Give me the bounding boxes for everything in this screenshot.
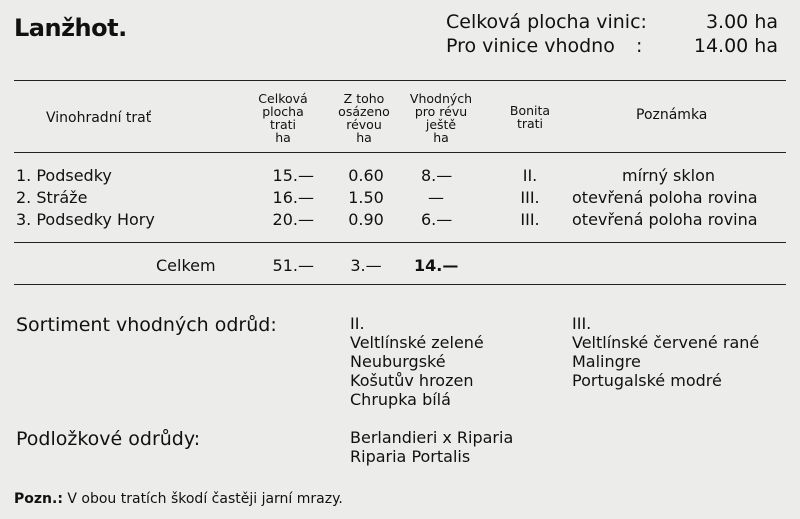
- rootstock-item: Riparia Portalis: [350, 447, 471, 466]
- varieties-class-ii: [350, 314, 484, 409]
- row-bonita: III.: [520, 210, 540, 229]
- header-note: Poznámka: [636, 107, 708, 123]
- total-label: Celkem: [156, 256, 216, 275]
- row-suitable: 8.—: [421, 166, 453, 185]
- variety-item: Veltlínské zelené: [350, 333, 484, 352]
- row-planted: 1.50: [348, 188, 384, 207]
- header-suitable-line: Vhodných: [409, 91, 473, 106]
- row-planted: 0.60: [348, 166, 384, 185]
- header-vineyard: Vinohradní trať: [46, 110, 152, 126]
- row-planted: 0.90: [348, 210, 384, 229]
- suitable-area-colon: :: [636, 35, 643, 57]
- row-name: 3. Podsedky Hory: [16, 210, 155, 229]
- variety-item: Neuburgské: [350, 352, 446, 371]
- suitable-area-label: [446, 34, 676, 58]
- header-planted: [332, 92, 396, 144]
- row-suitable: —: [428, 188, 444, 207]
- header-bonita-line: Bonita: [509, 103, 551, 118]
- total-area-line: [446, 10, 778, 34]
- row-name: 1. Podsedky: [16, 166, 112, 185]
- variety-item: Veltlínské červené rané: [572, 333, 760, 352]
- area-summary: [446, 10, 778, 58]
- header-planted-line: osázeno: [338, 104, 390, 119]
- row-total: 20.—: [272, 210, 314, 229]
- header-planted-line: ha: [356, 130, 372, 145]
- suitable-area-line: [446, 34, 778, 58]
- header-total-line: ha: [275, 130, 291, 145]
- variety-item: Malingre: [572, 352, 641, 371]
- header-suitable-line: ha: [433, 130, 449, 145]
- row-total: 16.—: [272, 188, 314, 207]
- footnote: [14, 491, 343, 507]
- row-suitable: 6.—: [421, 210, 453, 229]
- rootstocks-list: [350, 428, 513, 466]
- variety-item: Chrupka bílá: [350, 390, 451, 409]
- header-bonita-line: trati: [516, 116, 544, 131]
- row-bonita: II.: [522, 166, 538, 185]
- total-suitable-sum: 14.—: [414, 256, 459, 275]
- row-note: mírný sklon: [622, 166, 715, 185]
- header-total-area: [250, 92, 316, 144]
- suitable-area-value: 14.00 ha: [693, 35, 778, 57]
- row-name: 2. Stráže: [16, 188, 88, 207]
- table-top-rule: [14, 80, 786, 81]
- variety-item: Portugalské modré: [572, 371, 722, 390]
- variety-item: Košutův hrozen: [350, 371, 474, 390]
- page-title: Lanžhot.: [14, 14, 127, 42]
- row-bonita: III.: [520, 188, 540, 207]
- total-area-sum: 51.—: [272, 256, 314, 275]
- header-suitable-line: ještě: [425, 117, 457, 132]
- total-planted-sum: 3.—: [350, 256, 382, 275]
- total-area-label: Celková plocha vinic:: [446, 11, 647, 33]
- header-bottom-rule: [14, 152, 786, 153]
- rootstocks-label: Podložkové odrůdy:: [16, 428, 201, 450]
- header-bonita: [500, 104, 560, 130]
- header-total-line: Celková: [258, 91, 308, 106]
- total-top-rule: [14, 242, 786, 243]
- footnote-label: Pozn.:: [14, 491, 63, 507]
- header-total-line: trati: [269, 117, 297, 132]
- header-planted-line: révou: [346, 117, 382, 132]
- row-note: otevřená poloha rovina: [572, 188, 758, 207]
- total-area-value: 3.00 ha: [705, 11, 778, 33]
- table-bottom-rule: [14, 284, 786, 285]
- row-total: 15.—: [272, 166, 314, 185]
- variety-class-heading: III.: [572, 314, 592, 333]
- header-suitable-line: pro révu: [414, 104, 468, 119]
- header-suitable: [404, 92, 478, 144]
- suitable-area-text: Pro vinice vhodno: [446, 35, 615, 57]
- variety-class-heading: II.: [350, 314, 365, 333]
- varieties-label: Sortiment vhodných odrůd:: [16, 314, 277, 336]
- rootstock-item: Berlandieri x Riparia: [350, 428, 514, 447]
- header-planted-line: Z toho: [343, 91, 385, 106]
- varieties-class-iii: [572, 314, 759, 390]
- header-total-line: plocha: [262, 104, 304, 119]
- footnote-text: V obou tratích škodí častěji jarní mrazy.: [67, 491, 343, 507]
- row-note: otevřená poloha rovina: [572, 210, 758, 229]
